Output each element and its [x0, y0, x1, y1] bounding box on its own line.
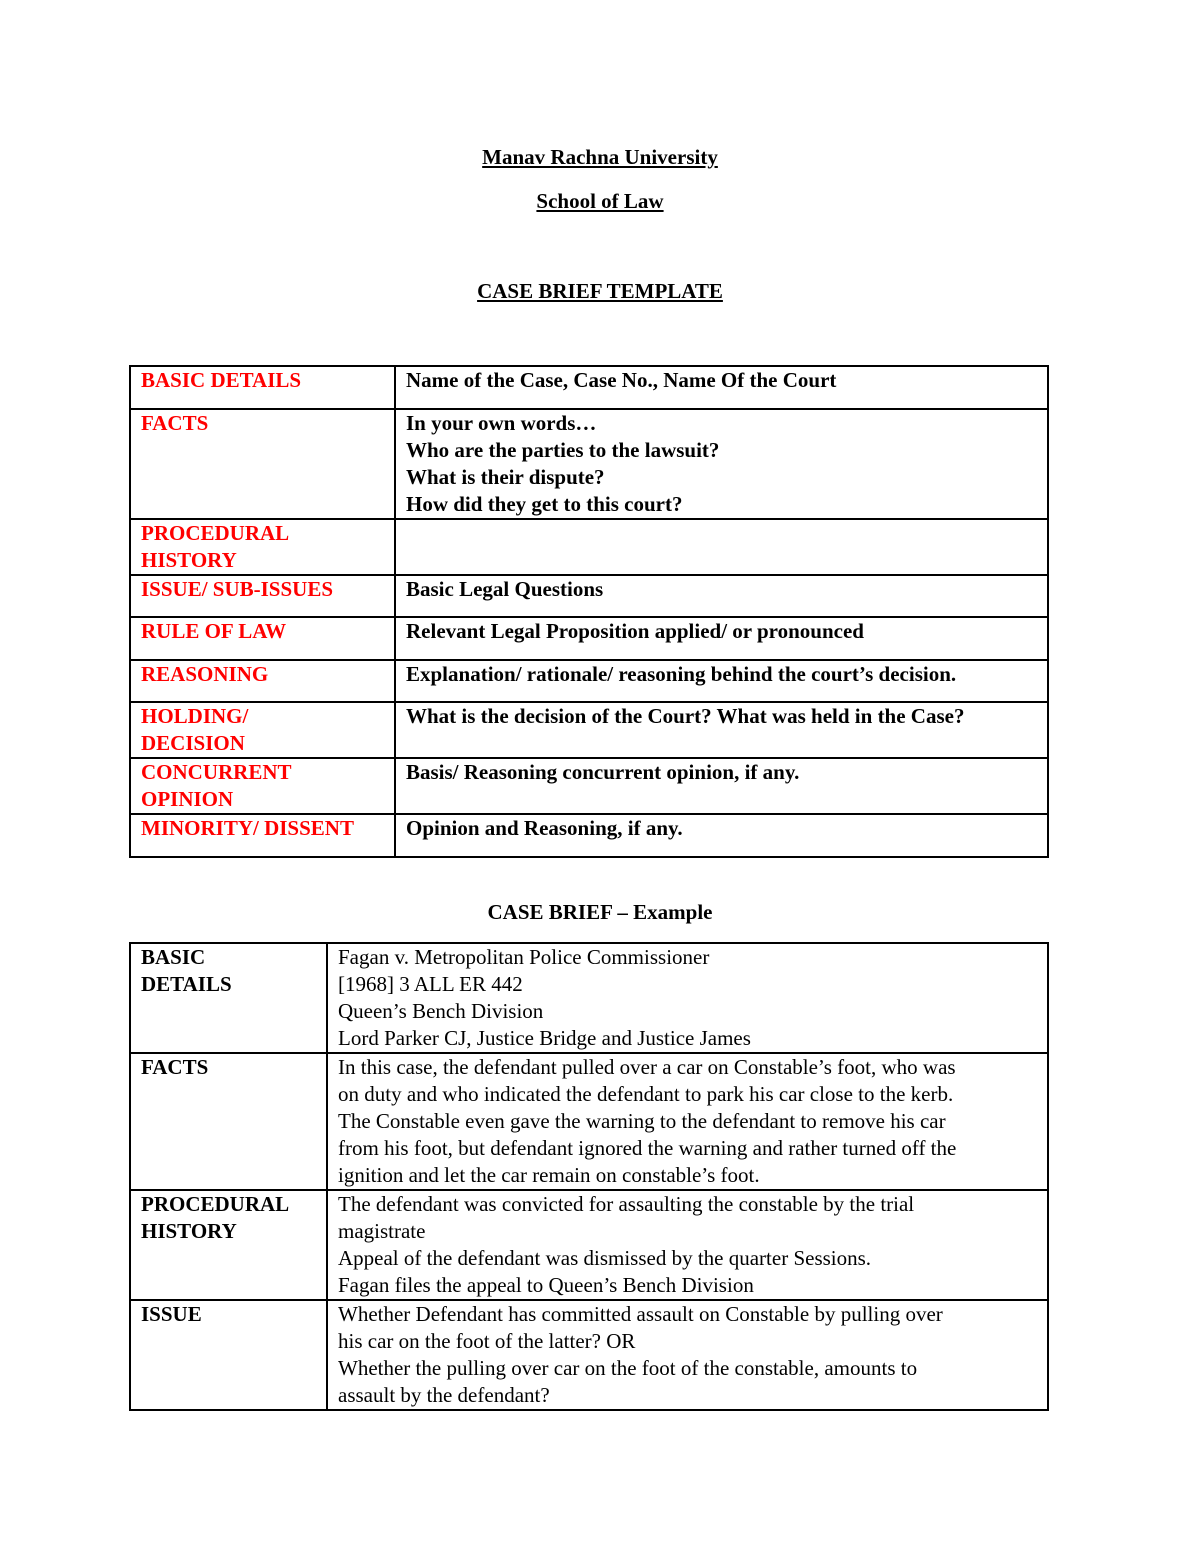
row-value: Explanation/ rationale/ reasoning behind the court’s decision. [395, 660, 1048, 702]
row-value: Name of the Case, Case No., Name Of the Court [395, 366, 1048, 409]
example-title: CASE BRIEF – Example [487, 900, 713, 924]
row-value: The defendant was convicted for assaulting the constable by the trial magistrate Appeal of the defendant was dismissed by the quarter Sessions. Fagan files the appeal to Queen’s Bench Division [327, 1190, 1048, 1300]
row-label: REASONING [130, 660, 395, 702]
row-label: PROCEDURAL HISTORY [130, 519, 395, 575]
row-label: PROCEDURAL HISTORY [130, 1190, 327, 1300]
row-label: RULE OF LAW [130, 617, 395, 660]
row-value: What is the decision of the Court? What was held in the Case? [395, 702, 1048, 758]
row-label: CONCURRENT OPINION [130, 758, 395, 814]
school-name: School of Law [536, 189, 664, 213]
table-row [130, 1190, 1048, 1300]
table-row [130, 702, 1048, 758]
table-row [130, 519, 1048, 575]
case-brief-example-table [129, 942, 1049, 1411]
row-value: In your own words… Who are the parties to the lawsuit? What is their dispute? How did they get to this court? [395, 409, 1048, 519]
row-value: Basis/ Reasoning concurrent opinion, if any. [395, 758, 1048, 814]
table-row [130, 758, 1048, 814]
university-name: Manav Rachna University [482, 145, 718, 169]
row-label: MINORITY/ DISSENT [130, 814, 395, 857]
row-value: Opinion and Reasoning, if any. [395, 814, 1048, 857]
row-label: FACTS [130, 1053, 327, 1190]
template-title: CASE BRIEF TEMPLATE [477, 279, 723, 303]
row-label: HOLDING/ DECISION [130, 702, 395, 758]
table-row [130, 409, 1048, 519]
row-label: ISSUE [130, 1300, 327, 1410]
table-row [130, 1300, 1048, 1410]
row-label: BASIC DETAILS [130, 366, 395, 409]
row-value: Fagan v. Metropolitan Police Commissioner [1968] 3 ALL ER 442 Queen’s Bench Division Lord Parker CJ, Justice Bridge and Justice James [327, 943, 1048, 1053]
row-label: BASIC DETAILS [130, 943, 327, 1053]
row-label: FACTS [130, 409, 395, 519]
table-row [130, 1053, 1048, 1190]
table-row [130, 943, 1048, 1053]
case-brief-template-table [129, 365, 1049, 858]
row-value [395, 519, 1048, 575]
table-row [130, 575, 1048, 617]
table-row [130, 617, 1048, 660]
row-label: ISSUE/ SUB-ISSUES [130, 575, 395, 617]
table-row [130, 660, 1048, 702]
row-value: Basic Legal Questions [395, 575, 1048, 617]
row-value: Relevant Legal Proposition applied/ or pronounced [395, 617, 1048, 660]
table-row [130, 366, 1048, 409]
table-row [130, 814, 1048, 857]
row-value: In this case, the defendant pulled over a car on Constable’s foot, who was on duty and who indicated the defendant to park his car close to the kerb. The Constable even gave the warning to the defendant to remove his car from his foot, but defendant ignored the warning and rather turned off the ignition and let the car remain on constable’s foot. [327, 1053, 1048, 1190]
row-value: Whether Defendant has committed assault on Constable by pulling over his car on the foot of the latter? OR Whether the pulling over car on the foot of the constable, amounts to assault by the defendant? [327, 1300, 1048, 1410]
